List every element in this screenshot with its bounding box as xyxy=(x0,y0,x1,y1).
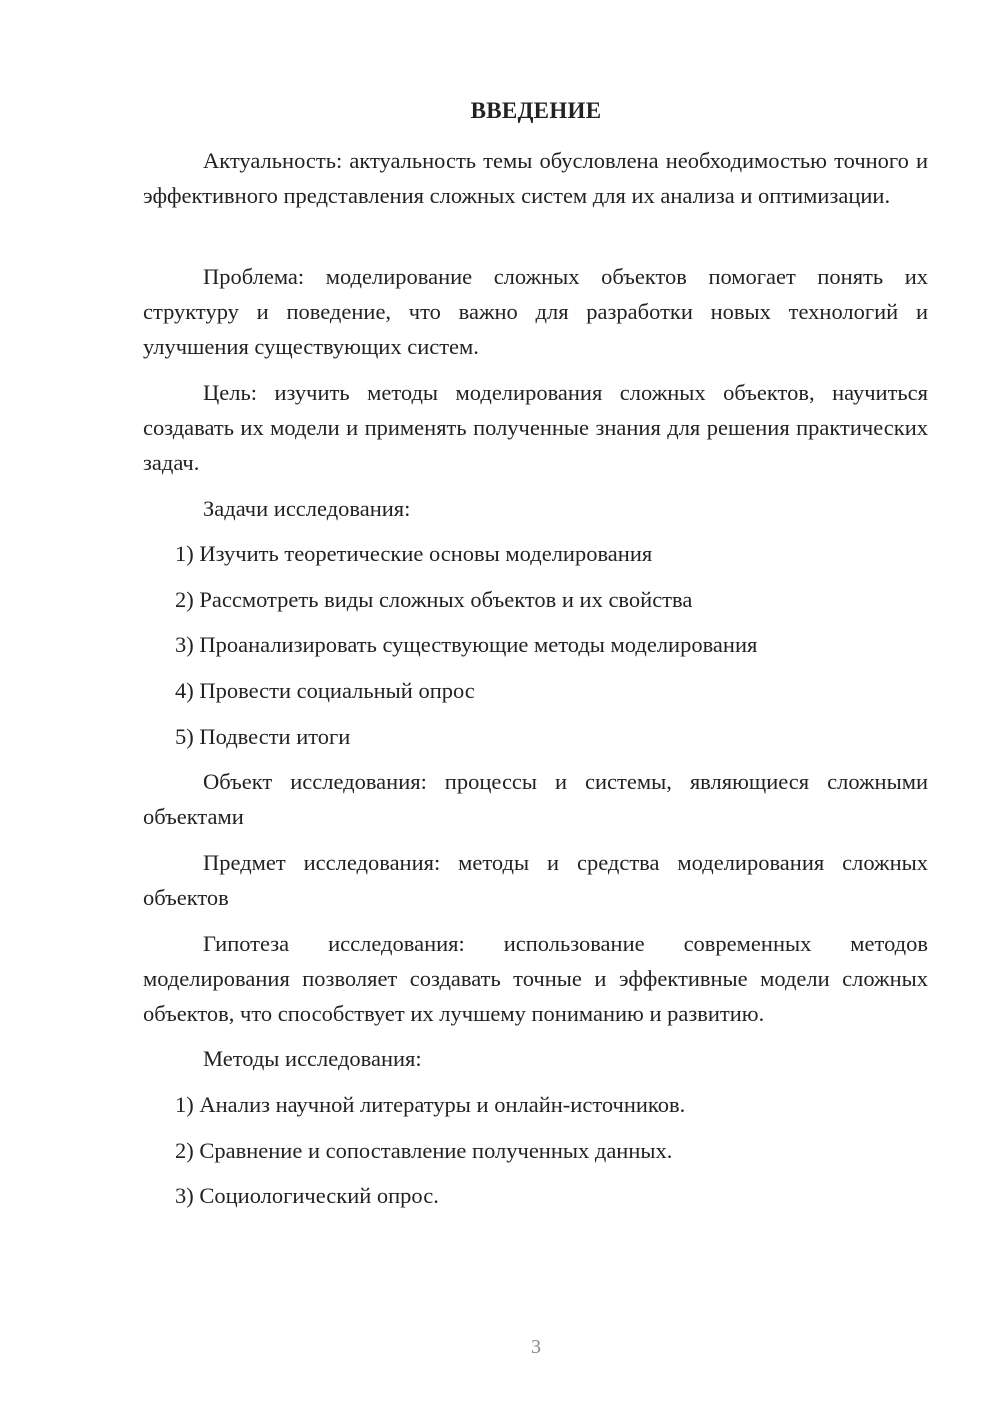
tasks-heading: Задачи исследования: xyxy=(203,496,411,521)
task-item-2: 2) Рассмотреть виды сложных объектов и их свойства xyxy=(175,587,693,612)
goal-paragraph: Цель: изучить методы моделирования сложных объектов, научиться создавать их модели и применять полученные знания для решения практических задач. xyxy=(143,380,928,475)
subject-paragraph: Предмет исследования: методы и средства моделирования сложных объектов xyxy=(143,850,928,910)
hypothesis-paragraph: Гипотеза исследования: использование современных методов моделирования позволяет создавать точные и эффективные модели сложных объектов, что способствует их лучшему пониманию и развитию. xyxy=(143,931,928,1026)
object-paragraph: Объект исследования: процессы и системы, являющиеся сложными объектами xyxy=(143,769,928,829)
method-item-1: 1) Анализ научной литературы и онлайн-источников. xyxy=(175,1092,686,1117)
method-item-3: 3) Социологический опрос. xyxy=(175,1183,439,1208)
relevance-paragraph: Актуальность: актуальность темы обусловлена необходимостью точного и эффективного представления сложных систем для их анализа и оптимизации. xyxy=(143,148,928,208)
problem-paragraph: Проблема: моделирование сложных объектов помогает понять их структуру и поведение, что важно для разработки новых технологий и улучшения существующих систем. xyxy=(143,264,928,359)
task-item-3: 3) Проанализировать существующие методы моделирования xyxy=(175,632,758,657)
task-item-4: 4) Провести социальный опрос xyxy=(175,678,475,703)
page-title: ВВЕДЕНИЕ xyxy=(470,98,602,123)
task-item-5: 5) Подвести итоги xyxy=(175,724,351,749)
task-item-1: 1) Изучить теоретические основы моделирования xyxy=(175,541,653,566)
method-item-2: 2) Сравнение и сопоставление полученных данных. xyxy=(175,1138,673,1163)
methods-heading: Методы исследования: xyxy=(203,1046,422,1071)
page-number: 3 xyxy=(531,1336,541,1358)
